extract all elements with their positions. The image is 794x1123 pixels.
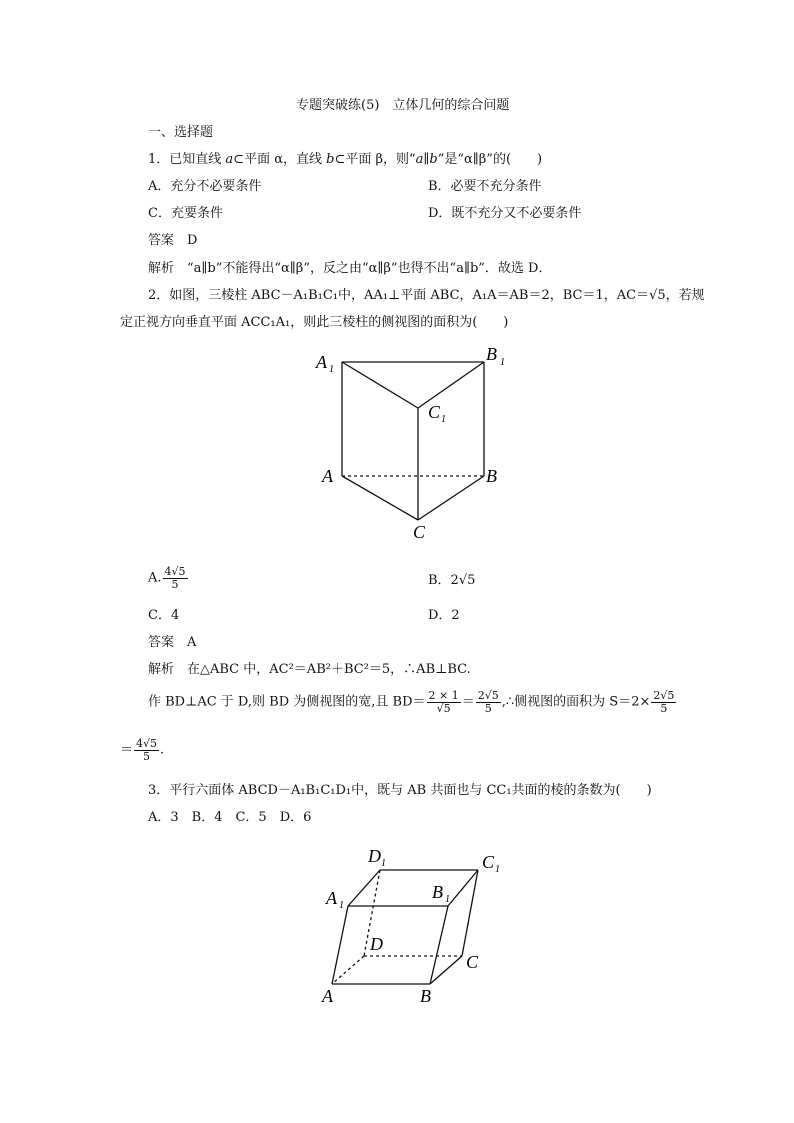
q2-analysis-3: ＝ $\frac{4√5}{5}$ . <box>120 737 165 763</box>
q1-option-c: C．充要条件 <box>148 206 223 221</box>
q2-option-b: B．2√5 <box>428 573 476 588</box>
label-d1: D <box>368 846 381 866</box>
label-c1-sub: 1 <box>441 414 446 425</box>
label-a: A <box>322 466 333 486</box>
label-a1: A <box>326 888 337 908</box>
q2-analysis-1: 解析 在△ABC 中，AC²＝AB²＋BC²＝5，∴AB⊥BC. <box>148 662 471 677</box>
section-heading: 一、选择题 <box>148 125 214 140</box>
label-b1: B <box>486 344 497 364</box>
prism-figure <box>306 338 520 548</box>
q1-answer: 答案 D <box>148 233 198 248</box>
q2-stem-line1: 2．如图，三棱柱 ABC－A₁B₁C₁中，AA₁⊥平面 ABC，A₁A＝AB＝2，BC＝1，AC＝√5，若规 <box>148 288 705 303</box>
label-c1: C <box>482 852 495 872</box>
q3-options: A．3 B．4 C．5 D．6 <box>148 810 312 825</box>
q2-option-a: A. $\frac{4√5}{5}$ <box>148 565 186 591</box>
label-c1: C <box>428 402 441 422</box>
q3-stem: 3．平行六面体 ABCD－A₁B₁C₁D₁中，既与 AB 共面也与 CC₁共面的棱的条数为( ) <box>148 783 652 798</box>
label-a1-sub: 1 <box>339 900 344 911</box>
q1-stem: 1．已知直线 a⊂平面 α，直线 b⊂平面 β，则“a∥b”是“α∥β”的( ) <box>148 152 543 167</box>
page-title: 专题突破练(5) 立体几何的综合问题 <box>296 98 510 113</box>
q1-analysis: 解析 “a∥b”不能得出“α∥β”，反之由“α∥β”也得不出“a∥b”．故选 D． <box>148 261 552 276</box>
label-a1: A <box>316 352 327 372</box>
label-b: B <box>420 986 431 1006</box>
label-a1-sub: 1 <box>329 364 334 375</box>
q1-option-a: A．充分不必要条件 <box>148 179 262 194</box>
label-b1-sub: 1 <box>500 357 505 368</box>
q2-stem-line2: 定正视方向垂直平面 ACC₁A₁，则此三棱柱的侧视图的面积为( ) <box>120 315 509 330</box>
label-c1-sub: 1 <box>495 864 500 875</box>
q2-option-d: D．2 <box>428 608 460 623</box>
q2-answer: 答案 A <box>148 635 197 650</box>
label-d: D <box>370 934 383 954</box>
parallelepiped-figure <box>312 836 510 1016</box>
q1-option-b: B．必要不充分条件 <box>428 179 542 194</box>
label-a: A <box>322 986 333 1006</box>
label-c: C <box>413 522 426 542</box>
q1-option-d: D．既不充分又不必要条件 <box>428 206 582 221</box>
label-b1: B <box>432 882 443 902</box>
label-b1-sub: 1 <box>445 894 450 905</box>
label-b: B <box>486 466 497 486</box>
label-d1-sub: 1 <box>381 858 386 869</box>
label-c: C <box>466 952 479 972</box>
q2-option-c: C．4 <box>148 608 180 623</box>
q2-analysis-2: 作 BD⊥AC 于 D,则 BD 为侧视图的宽,且 BD＝ $\frac{2 \times 1}{√5}$ ＝ $\frac{2√5}{5}$ ,∴侧视图的面积为 S＝2× $\frac{2√5}{5}$ <box>148 689 675 715</box>
